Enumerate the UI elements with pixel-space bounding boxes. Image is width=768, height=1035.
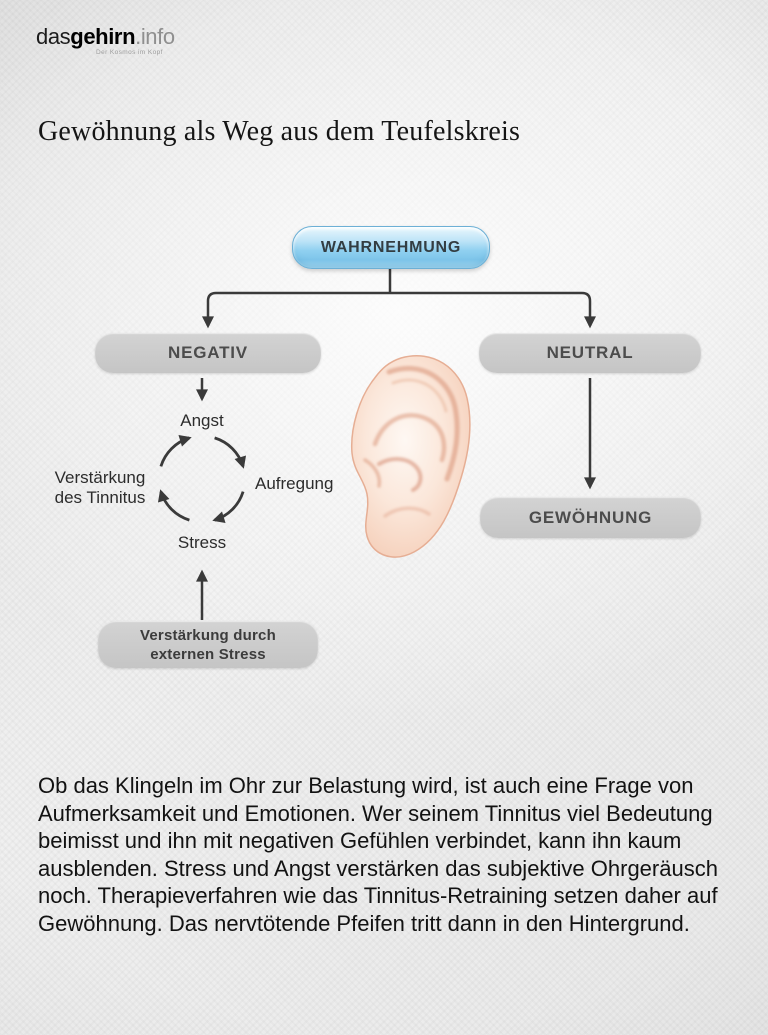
external-stress-line2: externen Stress (150, 645, 266, 663)
cycle-label-tinnitus (35, 468, 165, 508)
cycle-label-aufregung: Aufregung (255, 474, 334, 493)
cycle-label-stress: Stress (177, 533, 227, 552)
external-stress-box (98, 621, 318, 668)
cycle-label-angst: Angst (180, 411, 224, 430)
logo-das: das (36, 24, 71, 49)
page-title: Gewöhnung als Weg aus dem Teufelskreis (38, 115, 521, 147)
cycle-arc-sw (161, 492, 190, 520)
cycle-arrows (161, 438, 243, 520)
cycle-label-tinnitus-line2: des Tinnitus (54, 488, 146, 507)
external-stress-line1: Verstärkung durch (140, 626, 276, 644)
logo-info: .info (135, 24, 175, 49)
arrow-branch-negativ-neutral (208, 293, 590, 326)
cycle-label-tinnitus-line1: Verstärkung (54, 468, 146, 487)
cycle-arc-ne (215, 438, 244, 467)
habituation-box: GEWÖHNUNG (480, 497, 701, 538)
cycle-arc-se (215, 492, 244, 520)
neutral-box: NEUTRAL (479, 333, 701, 373)
perception-box: WAHRNEHMUNG (292, 226, 490, 269)
logo-tagline: Der Kosmos im Kopf (96, 49, 163, 56)
cycle-arc-nw (161, 438, 190, 467)
negative-box: NEGATIV (95, 333, 321, 373)
logo-gehirn: gehirn (70, 24, 136, 49)
ear-illustration-icon (337, 352, 487, 564)
body-paragraph: Ob das Klingeln im Ohr zur Belastung wird, ist auch eine Frage von Aufmerksamkeit und Emotionen. Wer seinem Tinnitus viel Bedeutung beimisst und ihn mit negativen Gefühlen verbindet, kann ihn kaum ausblenden. Stress und Angst verstärken das subjektive Ohrgeräusch noch. Therapieverfahren wie das Tinnitus-Retraining setzen daher auf Gewöhnung. Das nervtötende Pfeifen tritt dann in den Hintergrund. (38, 773, 718, 936)
